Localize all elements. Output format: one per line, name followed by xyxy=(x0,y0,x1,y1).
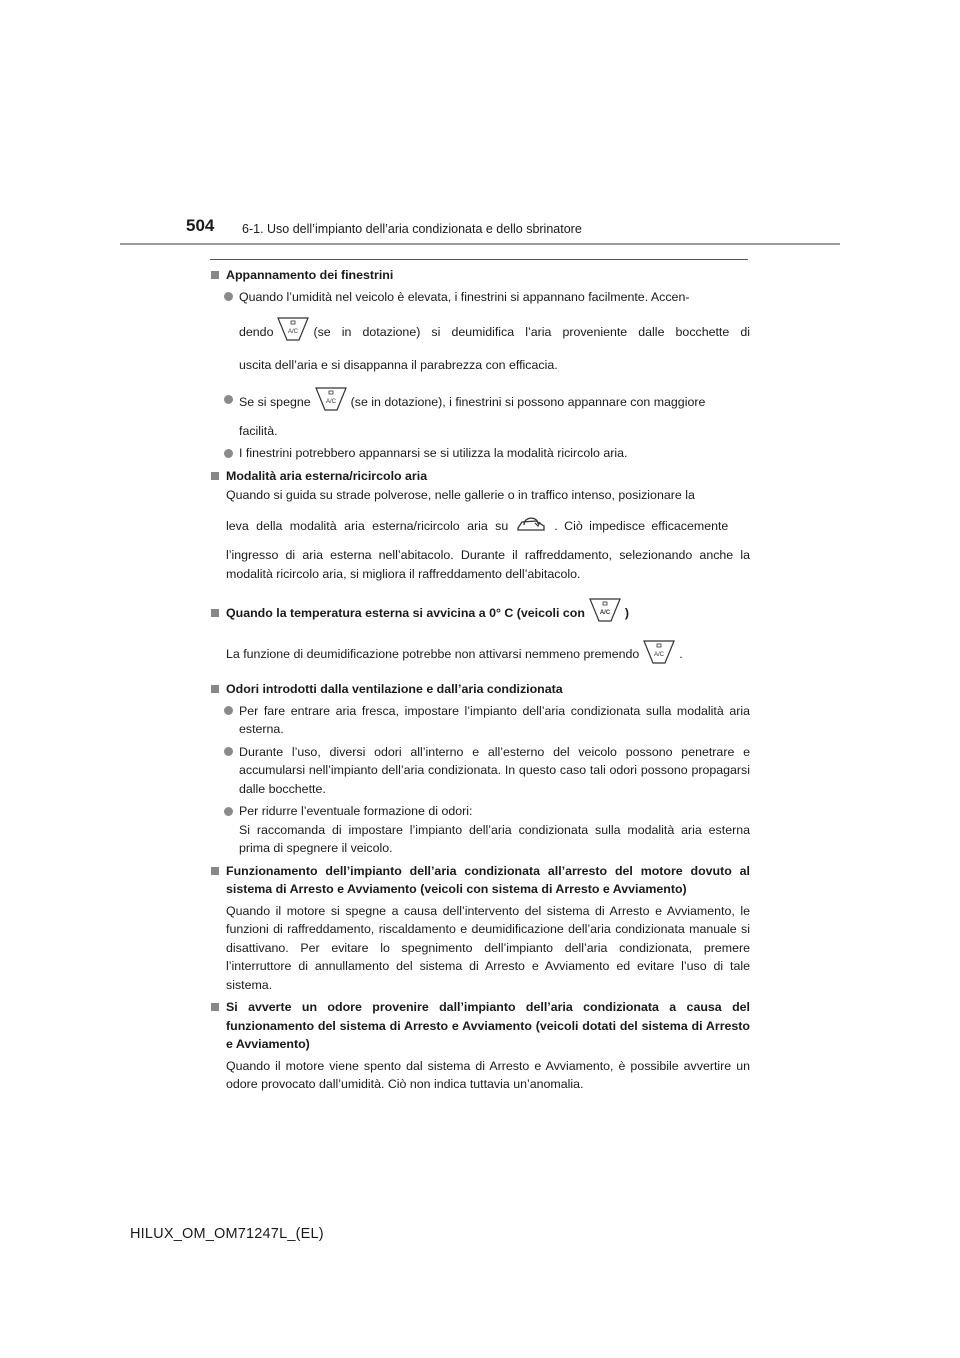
paragraph: Quando il motore si spegne a causa dell’intervento del sistema di Arresto e Avviamento, le funzioni di raffreddamento, riscaldamento e deumidificazione dell’aria condizionata manuale si disattivano. Per evitare lo spegnimento dell’impianto dell’aria condizionata, premere l’interruttore di annullamento del sistema di Arresto e Avviamento ed evitare l’uso di tale sistema. xyxy=(226,903,750,992)
section-divider xyxy=(210,259,748,260)
ac-button-icon xyxy=(589,597,621,629)
svg-text:A/C: A/C xyxy=(654,651,665,658)
main-content xyxy=(210,266,750,1094)
list-item: Quando l’umidità nel veicolo è elevata, i finestrini si appannano facilmente. Accen- dendo A/C (se in dotazione) si deumidifica l’aria proveniente dalle bocchette di uscita dell’aria e si disappanna il parabrezza con efficacia. xyxy=(224,288,750,375)
square-bullet-icon xyxy=(211,271,219,279)
round-bullet-icon xyxy=(224,292,233,301)
section-odors xyxy=(210,680,750,858)
page-number: 504 xyxy=(186,216,215,235)
round-bullet-icon xyxy=(224,449,233,458)
list-item: Durante l’uso, diversi odori all’interno e all’esterno del veicolo possono penetrare e accumularsi nell’impianto dell’aria condizionata. In questo caso tali odori possono propagarsi dalle bocchette. xyxy=(224,743,750,799)
list-item: Per fare entrare aria fresca, impostare l’impianto dell’aria condizionata sulla modalità aria esterna. xyxy=(224,702,750,739)
ac-button-icon xyxy=(277,316,309,348)
square-bullet-icon xyxy=(211,1003,219,1011)
chapter-title: 6-1. Uso dell’impianto dell’aria condizionata e dello sbrinatore xyxy=(242,222,582,236)
section-stop-start-ac xyxy=(210,862,750,995)
list-item: Se si spegne A/C (se in dotazione), i finestrini si possono appannare con maggiore facilità. xyxy=(224,386,750,440)
section-heading: Funzionamento dell’impianto dell’aria condizionata all’arresto del motore dovuto al sistema di Arresto e Avviamento (veicoli con sistema di Arresto e Avviamento) xyxy=(210,862,750,899)
round-bullet-icon xyxy=(224,706,233,715)
round-bullet-icon xyxy=(224,395,233,404)
recirculation-car-icon xyxy=(514,513,548,541)
square-bullet-icon xyxy=(211,867,219,875)
svg-text:A/C: A/C xyxy=(325,399,336,405)
round-bullet-icon xyxy=(224,807,233,816)
paragraph: Quando il motore viene spento dal sistema di Arresto e Avviamento, è possibile avvertire un odore provocato dall’umidità. Ciò non indica tuttavia un’anomalia. xyxy=(226,1058,750,1091)
section-heading: Si avverte un odore provenire dall’impianto dell’aria condizionata a causa del funzionamento del sistema di Arresto e Avviamento (veicoli dotati del sistema di Arresto e Avviamento) xyxy=(210,998,750,1054)
header-divider xyxy=(120,243,840,245)
page-header xyxy=(0,0,960,250)
section-low-temperature xyxy=(210,597,750,670)
svg-text:A/C: A/C xyxy=(288,329,299,335)
section-heading: Odori introdotti dalla ventilazione e dall’aria condizionata xyxy=(210,680,750,699)
list-item: Per ridurre l’eventuale formazione di odori: Si raccomanda di impostare l’impianto dell’aria condizionata sulla modalità aria esterna prima di spegnere il veicolo. xyxy=(224,802,750,858)
ac-button-icon xyxy=(643,639,675,671)
section-heading: Modalità aria esterna/ricircolo aria xyxy=(210,467,750,486)
round-bullet-icon xyxy=(224,747,233,756)
paragraph: Quando si guida su strade polverose, nelle gallerie o in traffico intenso, posizionare la leva della modalità aria esterna/ricircolo aria su . Ciò impedisce efficacemente l’ingresso di aria esterna nell’abitacolo. Durante il raffreddamento, selezionando anche la modalità ricircolo aria, si migliora il raffreddamento dell’abitacolo. xyxy=(226,488,750,581)
list-item: I finestrini potrebbero appannarsi se si utilizza la modalità ricircolo aria. xyxy=(224,444,750,463)
section-stop-start-odor xyxy=(210,998,750,1094)
section-fogging xyxy=(210,266,750,463)
section-heading: Quando la temperatura esterna si avvicina a 0° C (veicoli con A/C ) xyxy=(210,597,750,629)
section-recirculation xyxy=(210,467,750,584)
square-bullet-icon xyxy=(211,685,219,693)
svg-text:A/C: A/C xyxy=(599,610,611,616)
ac-button-icon xyxy=(315,386,347,418)
section-heading: Appannamento dei finestrini xyxy=(210,266,750,285)
footer-code: HILUX_OM_OM71247L_(EL) xyxy=(130,1226,324,1242)
square-bullet-icon xyxy=(211,609,219,617)
square-bullet-icon xyxy=(211,472,219,480)
paragraph: La funzione di deumidificazione potrebbe non attivarsi nemmeno premendo A/C . xyxy=(226,639,750,671)
